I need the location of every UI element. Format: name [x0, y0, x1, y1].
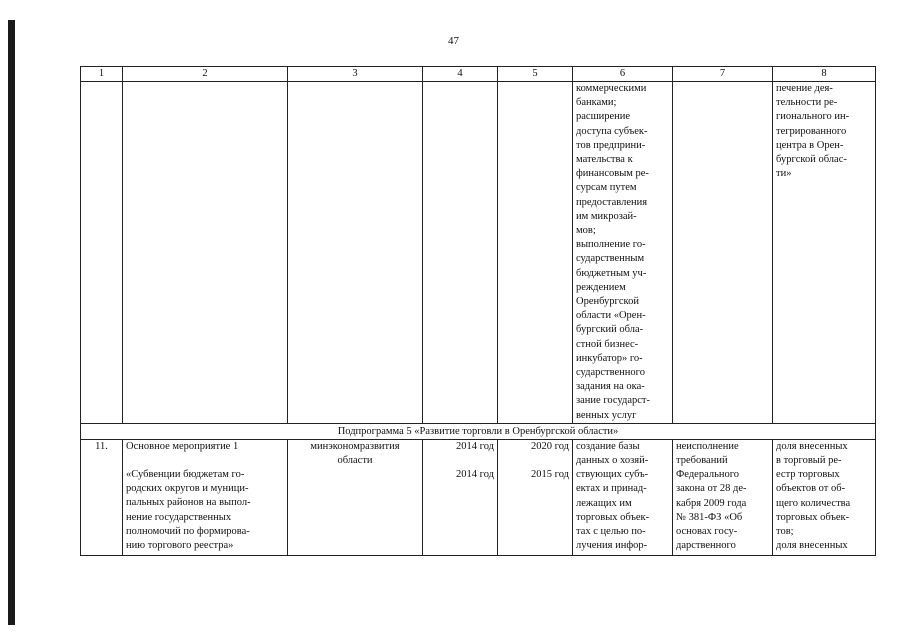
header-cell-3: 3: [288, 67, 423, 82]
measure-cell: [123, 439, 288, 555]
program-table: [80, 66, 876, 556]
row-number: 11.: [81, 439, 123, 555]
header-cell-4: 4: [423, 67, 498, 82]
header-cell-8: 8: [773, 67, 876, 82]
header-cell-7: 7: [673, 67, 773, 82]
indicators-cell: печение дея- тельности ре- гионального ин- тегрированного центра в Орен- бургской облас- ти»: [773, 82, 876, 424]
start-year-cell: 2014 год 2014 год: [423, 439, 498, 555]
cell-empty: [498, 82, 573, 424]
indicators-cell: доля внесенных в торговый ре- естр торговых объектов от об- щего количества торговых объек- тов; доля внесенных: [773, 439, 876, 555]
subprogram-title: Подпрограмма 5 «Развитие торговли в Оренбургской области»: [81, 423, 876, 439]
cell-empty: [673, 82, 773, 424]
header-cell-5: 5: [498, 67, 573, 82]
measure-description: «Субвенции бюджетам го- родских округов и муници- пальных районов на выпол- нение государственных полномочий по формирова- нию торгового реестра»: [126, 469, 251, 552]
header-cell-6: 6: [573, 67, 673, 82]
end-year-cell: 2020 год 2015 год: [498, 439, 573, 555]
cell-empty: [288, 82, 423, 424]
expected-results-cell: коммерческими банками; расширение доступа субъек- тов предприни- мательства к финансовым ре- сурсам путем предоставления им микрозай- мов; выполнение го- сударственным бюджетным уч- реждением Оренбургской области «Орен- бургский обла- стной бизнес- инкубатор» го- сударственного задания на ока- зание государст- венных услуг: [573, 82, 673, 424]
cell-empty: [423, 82, 498, 424]
subprogram-row: [81, 423, 876, 439]
table-row-11: [81, 439, 876, 555]
expected-results-cell: создание базы данных о хозяй- ствующих субъ- ектах и принад- лежащих им торговых объек- тах с целью по- лучения инфор-: [573, 439, 673, 555]
cell-empty: [123, 82, 288, 424]
table-row-continuation: [81, 82, 876, 424]
executor-cell: минэкономразвития области: [288, 439, 423, 555]
consequences-cell: неисполнение требований Федерального закона от 28 де- кабря 2009 года № 381-ФЗ «Об основах госу- дарственного: [673, 439, 773, 555]
measure-title: Основное мероприятие 1: [126, 440, 239, 452]
cell-empty: [81, 82, 123, 424]
page-number: 47: [448, 35, 459, 47]
header-row: [81, 67, 876, 82]
header-cell-1: 1: [81, 67, 123, 82]
header-cell-2: 2: [123, 67, 288, 82]
scan-edge-bar: [8, 20, 15, 625]
